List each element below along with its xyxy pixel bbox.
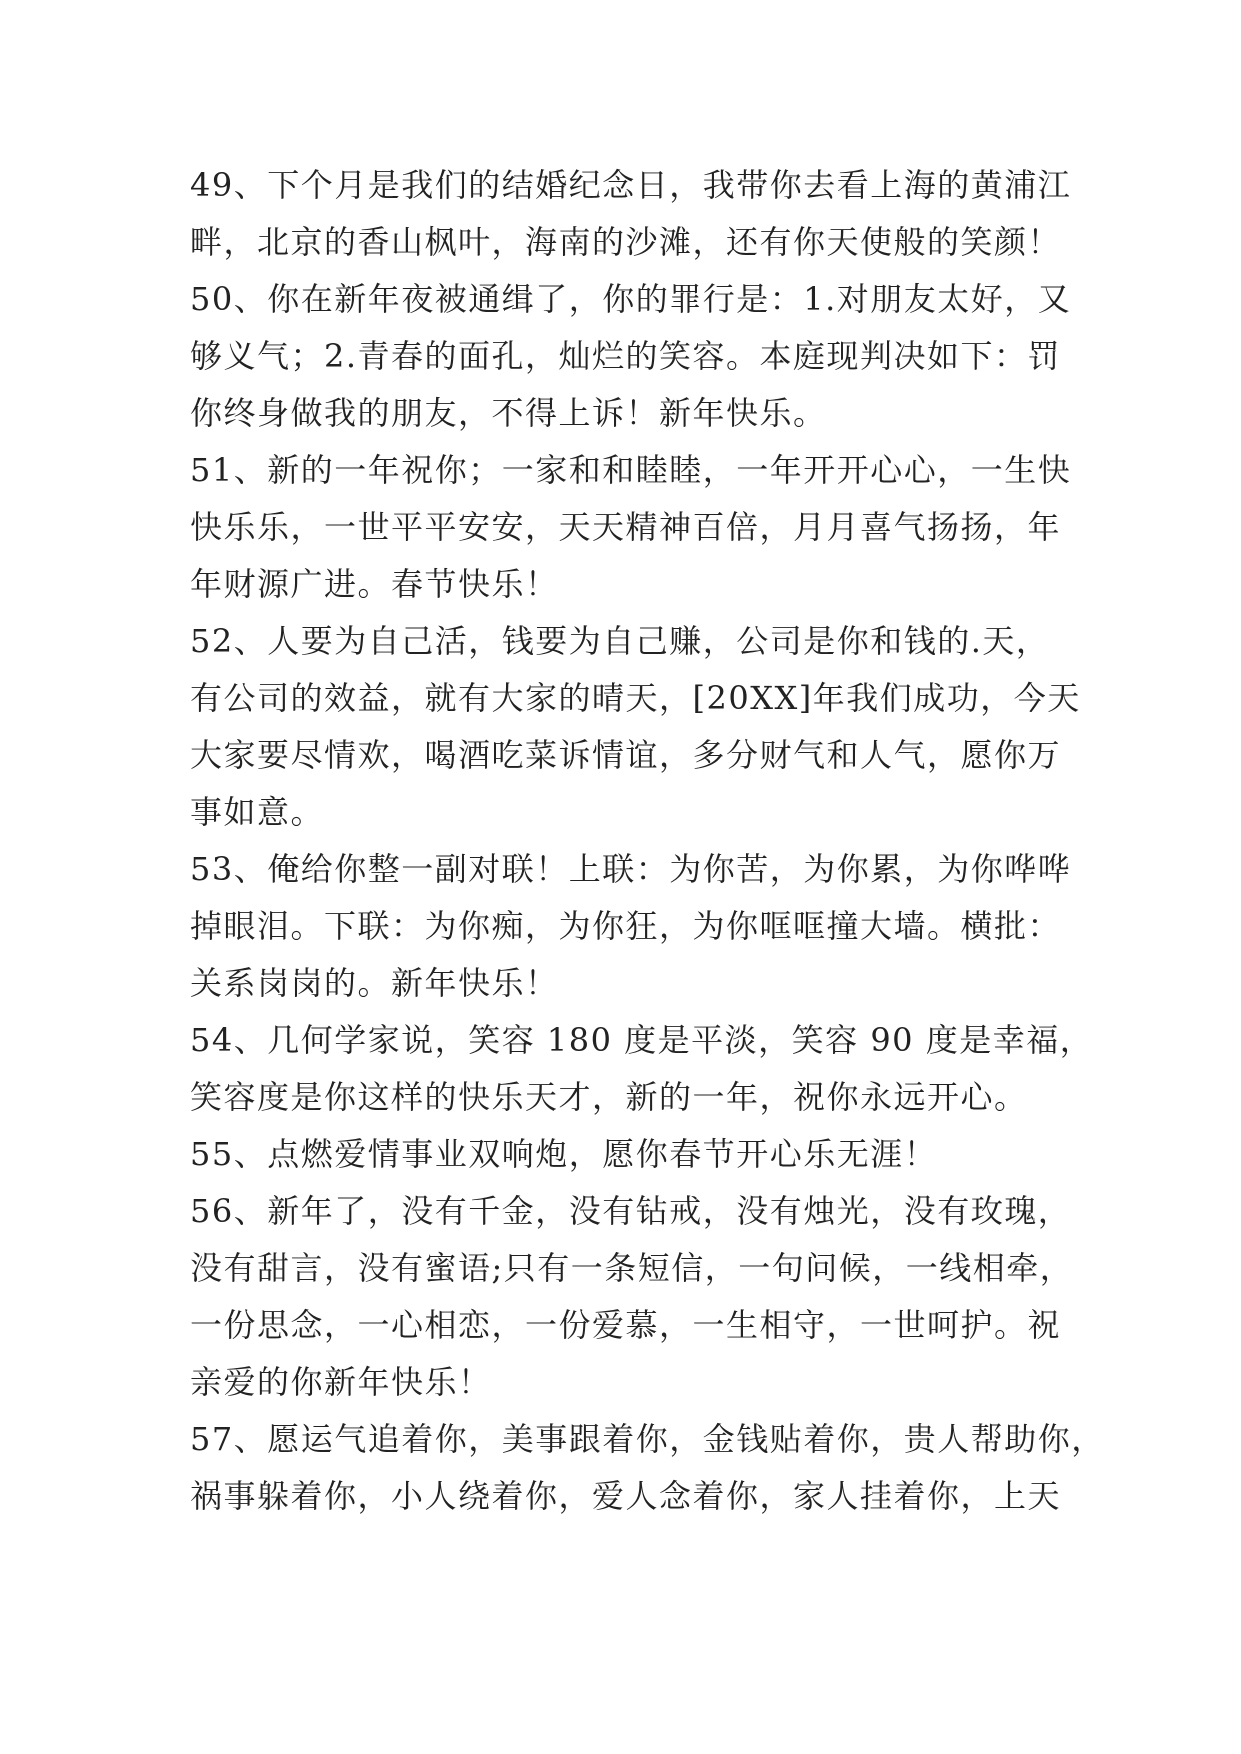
text-line: 你终身做我的朋友，不得上诉！新年快乐。	[190, 394, 827, 432]
text-line: 够义气；2.青春的面孔，灿烂的笑容。本庭现判决如下：罚	[190, 337, 1062, 375]
text-line: 56、新年了，没有千金，没有钻戒，没有烛光，没有玫瑰，	[190, 1192, 1072, 1230]
text-line: 50、你在新年夜被通缉了，你的罪行是：1.对朋友太好，又	[190, 280, 1072, 318]
text-line: 快乐乐，一世平平安安，天天精神百倍，月月喜气扬扬，年	[190, 508, 1062, 546]
text-line: 54、几何学家说，笑容 180 度是平淡，笑容 90 度是幸福，	[190, 1021, 1094, 1059]
text-line: 祸事躲着你，小人绕着你，爱人念着你，家人挂着你，上天	[190, 1477, 1062, 1515]
text-line: 大家要尽情欢，喝酒吃菜诉情谊，多分财气和人气，愿你万	[190, 736, 1062, 774]
text-line: 一份思念，一心相恋，一份爱慕，一生相守，一世呵护。祝	[190, 1306, 1062, 1344]
text-line: 笑容度是你这样的快乐天才，新的一年，祝你永远开心。	[190, 1078, 1028, 1116]
text-line: 亲爱的你新年快乐！	[190, 1363, 492, 1401]
text-line: 没有甜言，没有蜜语;只有一条短信，一句问候，一线相牵，	[190, 1249, 1074, 1287]
text-line: 49、下个月是我们的结婚纪念日，我带你去看上海的黄浦江	[190, 166, 1072, 204]
text-line: 51、新的一年祝你；一家和和睦睦，一年开开心心，一生快	[190, 451, 1072, 489]
text-line: 畔，北京的香山枫叶，海南的沙滩，还有你天使般的笑颜！	[190, 223, 1062, 261]
text-line: 掉眼泪。下联：为你痴，为你狂，为你哐哐撞大墙。横批：	[190, 907, 1062, 945]
text-line: 事如意。	[190, 793, 325, 831]
body-text	[190, 157, 1105, 1525]
text-line: 57、愿运气追着你，美事跟着你，金钱贴着你，贵人帮助你，	[190, 1420, 1105, 1458]
text-line: 关系岗岗的。新年快乐！	[190, 964, 559, 1002]
text-line: 52、人要为自己活，钱要为自己赚，公司是你和钱的.天，	[190, 622, 1050, 660]
text-line: 55、点燃爱情事业双响炮，愿你春节开心乐无涯！	[190, 1135, 938, 1173]
text-line: 有公司的效益，就有大家的晴天，[20XX]年我们成功，今天	[190, 679, 1081, 717]
text-line: 年财源广进。春节快乐！	[190, 565, 559, 603]
text-line: 53、俺给你整一副对联！上联：为你苦，为你累，为你哗哗	[190, 850, 1072, 888]
